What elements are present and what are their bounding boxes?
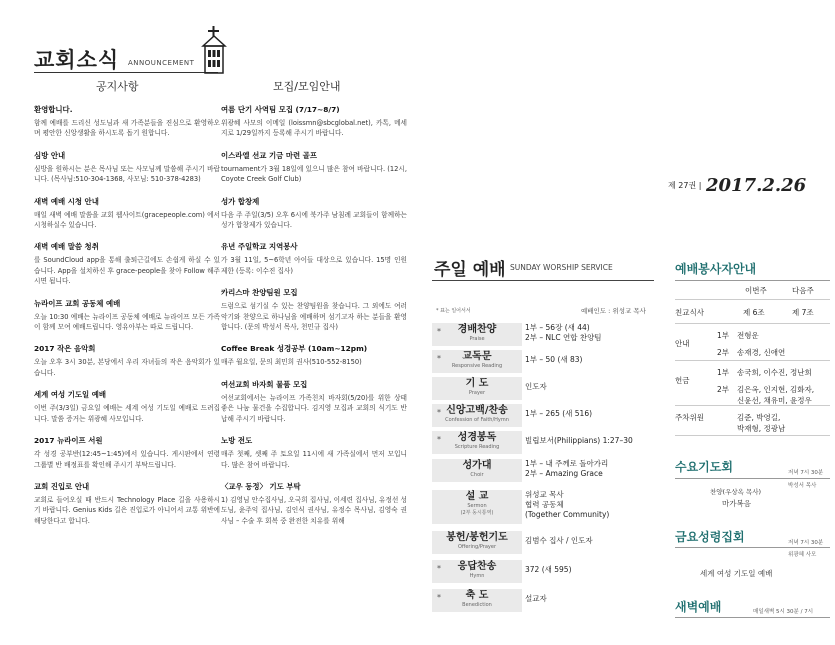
col-this-week: 이번주 — [745, 286, 767, 295]
worship-item-english: Responsive Reading — [451, 363, 503, 369]
worship-label — [432, 404, 522, 427]
volunteer-heading: 예배봉사자안내 — [675, 262, 757, 276]
worship-item-name: 기 도 — [465, 378, 489, 389]
worship-row — [432, 323, 654, 346]
worship-item-english: Hymn — [469, 573, 485, 579]
standing-mark: * — [437, 354, 441, 363]
notice-item — [34, 196, 220, 231]
worship-line-2: 2부 – Amazing Grace — [525, 469, 603, 478]
worship-row — [432, 531, 654, 554]
worship-item-english: Scripture Reading — [454, 444, 500, 450]
worship-line-1: 1부 – 265 (새 516) — [525, 409, 593, 418]
notice-title: 뉴라이프 교회 공동체 예배 — [34, 298, 121, 308]
worship-label — [432, 323, 522, 346]
volunteer-separator — [675, 360, 830, 361]
standing-mark: * — [437, 593, 441, 602]
notice-title: 2017 뉴라이프 서원 — [34, 436, 103, 446]
worship-item-english: Praise — [469, 336, 485, 342]
wed-prayer-heading: 수요기도회 — [675, 460, 733, 474]
notice-item — [221, 241, 407, 276]
notice-body: tournament가 3월 18일에 있으니 많은 참여 바랍니다. (12시, Coyote Creek Golf Club) — [221, 164, 407, 184]
worship-line-1: 위성교 목사 — [525, 490, 564, 499]
worship-item-english: Offering/Prayer — [457, 544, 497, 550]
worship-row — [432, 377, 654, 400]
standing-note: * 표는 일어서서 — [436, 308, 471, 314]
worship-label — [432, 490, 522, 524]
volunteer-separator — [675, 323, 830, 324]
volunteer-role: 주차위원 — [675, 413, 704, 422]
worship-item-english: Benediction — [462, 602, 492, 608]
dawn-divider — [675, 617, 830, 618]
notice-item — [221, 481, 407, 526]
notice-item — [34, 150, 220, 185]
worship-content — [525, 594, 547, 604]
volunteer-this-week: 전형운 — [737, 331, 759, 340]
worship-item-english: Choir — [470, 472, 484, 478]
worship-row — [432, 459, 654, 482]
worship-item-english: Confession of Faith/Hymn — [445, 417, 509, 423]
notice-body: 를 SoundCloud app을 통해 출퇴근길에도 손쉽게 하실 수 있습니다. App을 설치하신 후 grace-people을 찾아 Follow 해주시면 됩니다. — [34, 256, 220, 286]
worship-label — [432, 459, 522, 482]
fri-divider — [675, 547, 830, 548]
worship-label — [432, 377, 522, 400]
worship-content — [525, 459, 608, 479]
notice-body: 여선교회에서는 뉴라이프 가족친치 바자회(5/20)를 위한 상태 좋은 나눔 물건을 수집합니다. 김지영 모집과 교회의 식기도 반납해 주시기 바랍니다. — [221, 393, 407, 423]
notice-body: 교회로 들어오실 때 반드시 Technology Place 길을 사용하시기 바랍니다. Genius Kids 길은 진입로가 아니어서 교통 위반에 해당한다고 합니다. — [34, 495, 220, 525]
page-title: 교회소식 — [34, 48, 120, 72]
notice-item — [221, 379, 407, 424]
notice-item — [34, 481, 220, 526]
notice-heading: 공지사항 — [96, 80, 139, 93]
notice-body: 오늘 10:30 예배는 뉴라이프 공동체 예배로 뉴라이프 모든 가족이 함께 모여 예배드립니다. 영유아부는 따로 드립니다. — [34, 312, 220, 332]
notice-item — [34, 435, 220, 470]
worship-row — [432, 350, 654, 373]
notice-title: 성가 합창제 — [221, 196, 260, 206]
volunteer-role: 안내 — [675, 339, 690, 348]
wed-leader: 찬양(우상옥 목사) — [710, 488, 762, 496]
notice-title: 카리스마 찬양팀원 모집 — [221, 288, 298, 298]
recruit-column — [221, 104, 407, 537]
worship-row — [432, 589, 654, 612]
worship-item-name: 응답찬송 — [457, 561, 497, 572]
volunteer-divider — [675, 280, 830, 281]
notice-body: 각 성경 공부반(12:45~1:45)에서 있습니다. 게시판에서 연령 그룹별 반 배정표를 확인해 주시기 부탁드립니다. — [34, 450, 220, 469]
notice-title: 새벽 예배 시청 안내 — [34, 196, 99, 206]
worship-item-name: 교독문 — [462, 351, 492, 362]
notice-item — [34, 389, 220, 424]
worship-label — [432, 560, 522, 583]
notice-item — [221, 104, 407, 139]
worship-item-name: 성경봉독 — [457, 432, 497, 443]
worship-content — [525, 409, 592, 419]
notice-body: 위광혜 사모의 이메일 (loissmn@sbcglobal.net), 카톡, 메세지로 1/29일까지 등록해 주시기 바랍니다. — [221, 119, 407, 138]
notice-item — [34, 343, 220, 378]
notice-body: 매주 첫째, 셋째 주 토요일 11시에 새 가족실에서 먼저 모입니다. 많은 참여 바랍니다. — [221, 450, 407, 469]
issue-number: 제 27권 | — [668, 181, 702, 190]
notice-body: 매주 월요일, 문의 최민희 권사(510-552-8150) — [221, 358, 362, 367]
worship-title: 주일 예배 — [434, 260, 506, 280]
notice-title: 환영합니다. — [34, 105, 73, 114]
worship-line-2: 2부 – NLC 연합 찬양팀 — [525, 333, 602, 342]
wed-pastor: 박성서 목사 — [788, 483, 817, 489]
notice-item — [221, 287, 407, 332]
wed-text: 마가복음 — [722, 499, 751, 508]
notice-title: 여름 단기 사역팀 모집 (7/17~8/7) — [221, 105, 340, 114]
worship-content — [525, 382, 547, 392]
volunteer-this-week: 김준, 박영길, 박재형, 정광남 — [737, 413, 786, 433]
notice-body: 드럼으로 섬기실 수 있는 찬양팀원을 찾습니다. 그 외에도 여러 악기와 찬양으로 하나님을 예배하며 섬기고자 하는 분들을 환영합니다. (문의 박성서 목사, 천민규 집사) — [221, 302, 407, 332]
notice-item — [34, 241, 220, 286]
notice-title: 세계 여성 기도일 예배 — [34, 390, 106, 400]
notice-title: 새벽 예배 말씀 청취 — [34, 242, 99, 252]
volunteer-separator — [675, 435, 830, 436]
worship-line-1: 인도자 — [525, 382, 547, 391]
notice-body: 가 3월 11일, 5~6학년 아이들 대상으로 있습니다. 15명 인원 제한 (등록: 이수진 집사) — [221, 256, 407, 275]
worship-line-1: 1부 – 50 (새 83) — [525, 355, 583, 364]
notice-item — [34, 298, 220, 333]
fri-time: 저녁 7시 30분 — [788, 540, 824, 546]
worship-content — [525, 355, 583, 365]
col-next-week: 다음주 — [792, 286, 814, 295]
worship-content — [525, 323, 602, 343]
worship-row — [432, 560, 654, 583]
worship-content — [525, 436, 633, 446]
worship-line-1: 빌립보서(Philippians) 1:27–30 — [525, 436, 633, 445]
worship-item-name: 봉헌/봉헌기도 — [446, 532, 508, 543]
volunteer-service: 2부 — [717, 348, 730, 357]
worship-row — [432, 490, 654, 524]
notice-body: 심방을 원하시는 분은 목사님 또는 사모님께 말씀해 주시기 바랍니다. (목사님:510-304-1368, 사모님: 510-378-4283) — [34, 164, 220, 184]
fri-pastor: 위광혜 사모 — [788, 552, 817, 558]
notice-body: 다음 주 주일(3/5) 오후 6시에 북가주 남침례 교회들이 함께하는 성가 합창제가 있습니다. — [221, 210, 407, 230]
notice-title: 노방 전도 — [221, 436, 253, 446]
fri-heading: 금요성령집회 — [675, 530, 745, 544]
notice-title: 〈교우 동정〉 기도 부탁 — [221, 481, 301, 491]
notice-item — [221, 150, 407, 185]
volunteer-service: 1부 — [717, 331, 730, 340]
notice-title: 교회 진입로 안내 — [34, 481, 90, 491]
recruit-heading: 모집/모임안내 — [273, 80, 341, 93]
notice-title: 2017 작은 음악회 — [34, 344, 96, 354]
dawn-time: 매일새벽 5시 30분 / 7시 — [753, 609, 814, 615]
worship-label — [432, 589, 522, 612]
notice-body: 1) 김영님 안수집사님, 오국희 집사님, 이세련 집사님, 유정선 성도님, 윤주익 집사님, 김인식 권사님, 유정수 목사님, 김영숙 권사님 – 수술 후 회복 중 완전한 치유를 위해 — [221, 495, 407, 525]
standing-mark: * — [437, 327, 441, 336]
worship-item-name: 신앙고백/찬송 — [446, 405, 508, 416]
dawn-heading: 새벽예배 — [675, 600, 722, 614]
notice-item — [221, 435, 407, 470]
worship-subtitle: SUNDAY WORSHIP SERVICE — [510, 263, 613, 272]
worship-label — [432, 350, 522, 373]
page-subtitle: ANNOUNCEMENT — [128, 59, 195, 67]
notice-item — [221, 343, 407, 367]
notice-body: 오늘 오후 3시 30분, 본당에서 우리 자녀들의 작은 음악회가 있습니다. — [34, 358, 220, 377]
worship-divider — [432, 280, 654, 281]
volunteer-this-week: 송국희, 이수진, 정난희 — [737, 368, 812, 377]
fri-text: 세계 여성 기도일 예배 — [700, 569, 773, 578]
notice-body: 함께 예배를 드리신 성도님과 새 가족분들을 진심으로 환영하오며 평안한 신앙생활을 하시도록 돕기 원합니다. — [34, 119, 220, 138]
notice-title: Coffee Break 성경공부 (10am~12pm) — [221, 344, 368, 354]
worship-line-1: 372 (새 595) — [525, 565, 572, 574]
volunteer-role: 헌금 — [675, 376, 690, 385]
worship-line-1: 1부 – 56장 (새 44) — [525, 323, 590, 332]
worship-row — [432, 404, 654, 427]
worship-line-1: 1부 – 내 주께로 돌아가리 — [525, 459, 609, 468]
church-icon — [197, 26, 231, 74]
worship-item-name: 설 교 — [465, 491, 489, 502]
notice-item — [34, 104, 220, 139]
right-page — [418, 0, 835, 645]
notice-column — [34, 104, 220, 537]
notice-title: 유년 주일학교 지역봉사 — [221, 242, 298, 252]
notice-body: 매일 새벽 예배 말씀을 교회 웹사이트(gracepeople.com) 에서 시청하실수 있습니다. — [34, 210, 220, 230]
header-divider — [34, 72, 218, 73]
volunteer-separator — [675, 299, 830, 300]
worship-label — [432, 531, 522, 554]
issue-date: 2017.2.26 — [706, 175, 807, 196]
notice-title: 심방 안내 — [34, 150, 66, 160]
worship-content — [525, 490, 609, 520]
notice-title: 여선교회 바자회 물품 모집 — [221, 379, 308, 389]
worship-item-english: Prayer — [468, 390, 486, 396]
worship-label — [432, 431, 522, 454]
wed-divider — [675, 478, 830, 479]
volunteer-this-week: 제 6조 — [743, 308, 765, 317]
notice-title: 이스라엘 선교 기금 마련 골프 — [221, 150, 317, 160]
notice-item — [221, 196, 407, 231]
worship-line-1: 김범수 집사 / 인도자 — [525, 536, 593, 545]
volunteer-this-week: 송재경, 신애연 — [737, 348, 786, 357]
worship-item-english: Sermon (2부 동시통역) — [460, 503, 494, 516]
worship-row — [432, 431, 654, 454]
volunteer-this-week: 김은옥, 인지현, 김화자, 신윤선, 채유미, 윤정우 — [737, 385, 815, 405]
standing-mark: * — [437, 564, 441, 573]
worship-content — [525, 565, 572, 575]
standing-mark: * — [437, 435, 441, 444]
worship-leader: 예배인도 : 위성교 목사 — [581, 307, 646, 315]
worship-item-name: 축 도 — [465, 590, 489, 601]
volunteer-service: 1부 — [717, 368, 730, 377]
worship-item-name: 경배찬양 — [457, 324, 497, 335]
volunteer-service: 2부 — [717, 385, 730, 394]
worship-item-name: 성가대 — [462, 460, 492, 471]
volunteer-next-week: 제 7조 — [792, 308, 814, 317]
standing-mark: * — [437, 408, 441, 417]
wed-time: 저녁 7시 30분 — [788, 470, 824, 476]
worship-line-1: 설교자 — [525, 594, 547, 603]
volunteer-role: 친교식사 — [675, 308, 704, 317]
notice-body: 이번 주(3/3일) 금요일 예배는 세계 여성 기도일 예배로 드려집니다. 말씀 증거는 위광혜 사모입니다. — [34, 404, 220, 423]
worship-content — [525, 536, 593, 546]
worship-line-2: 협력 공동체 (Together Community) — [525, 500, 610, 519]
